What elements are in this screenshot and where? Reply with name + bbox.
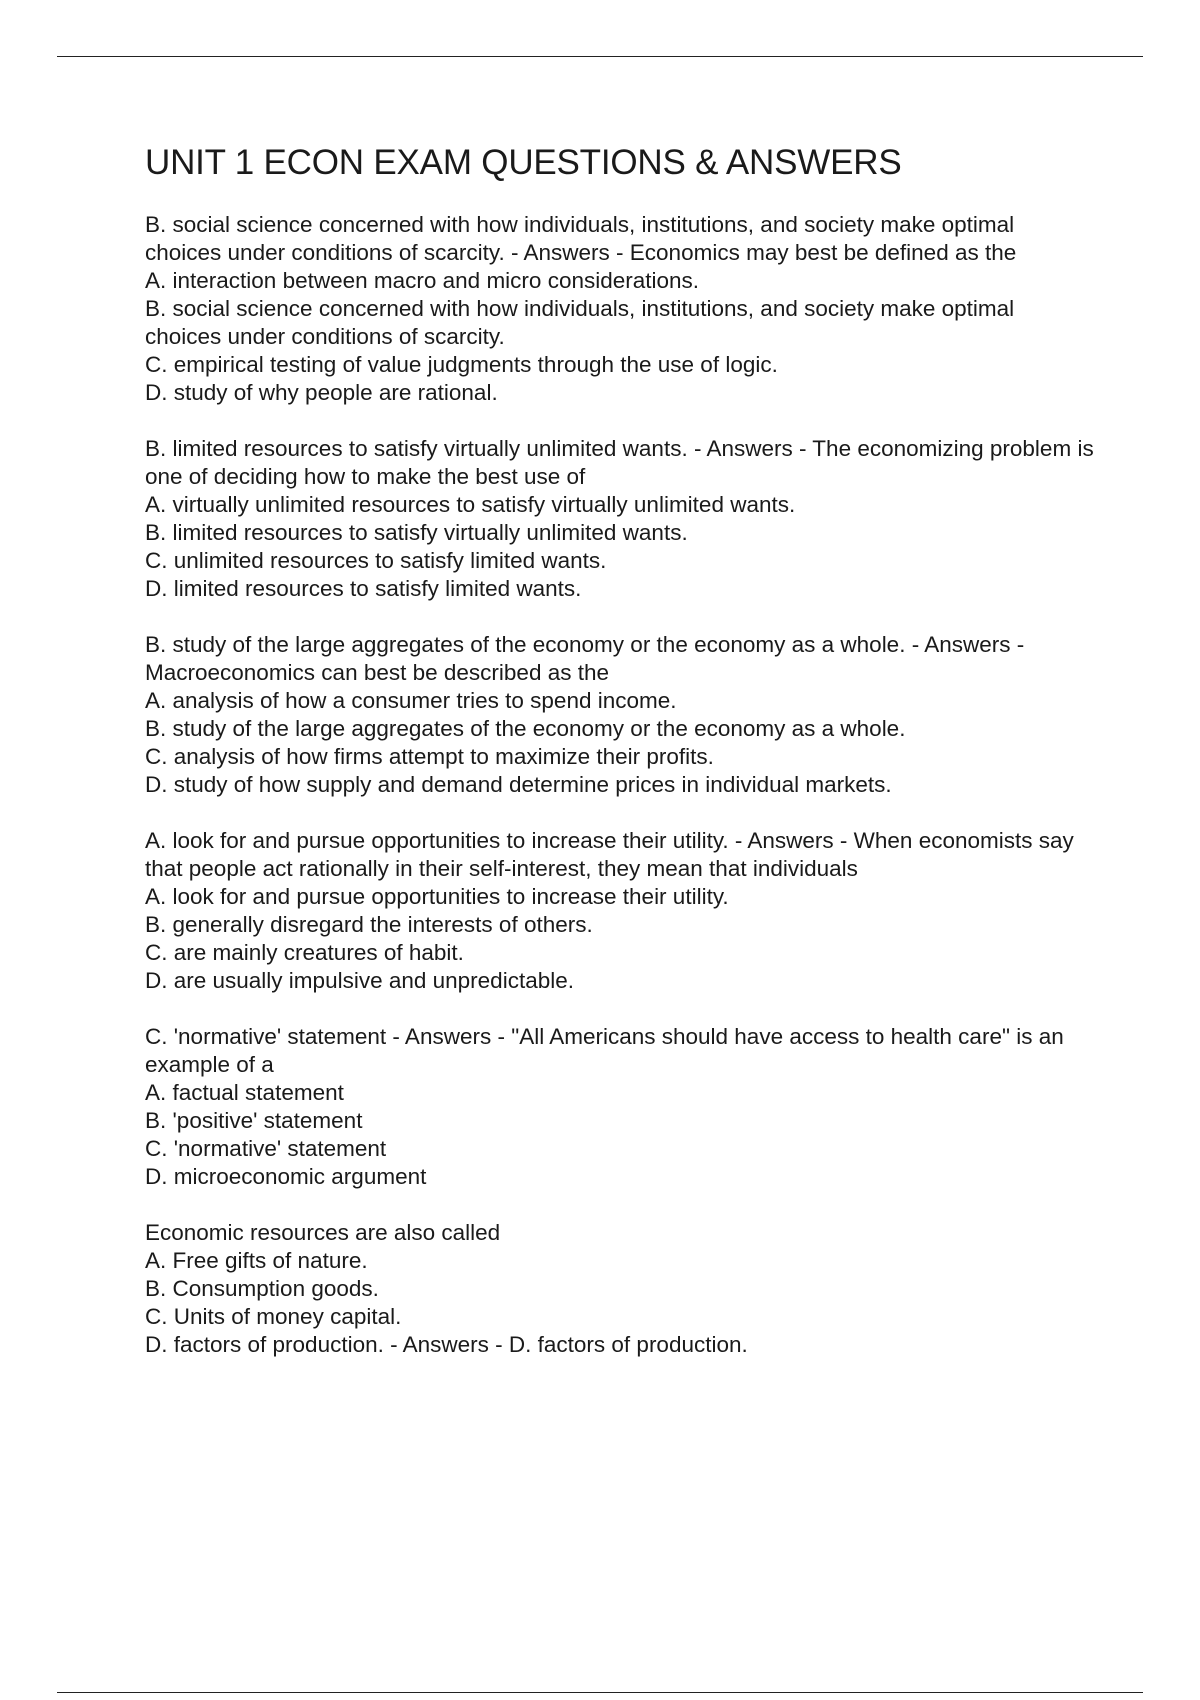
qa-option-b: B. social science concerned with how individuals, institutions, and society make optimal choices under conditions of scarcity. bbox=[145, 296, 1015, 349]
qa-option-d: D. study of why people are rational. bbox=[145, 380, 498, 405]
qa-option-b: B. limited resources to satisfy virtually unlimited wants. bbox=[145, 520, 688, 545]
qa-option-b: B. study of the large aggregates of the economy or the economy as a whole. bbox=[145, 716, 906, 741]
qa-option-d: D. study of how supply and demand determine prices in individual markets. bbox=[145, 772, 892, 797]
qa-prompt: B. social science concerned with how individuals, institutions, and society make optimal choices under conditions of scarcity. - Answers - Economics may best be defined as the bbox=[145, 212, 1017, 265]
qa-option-c: C. empirical testing of value judgments through the use of logic. bbox=[145, 352, 778, 377]
qa-option-b: B. 'positive' statement bbox=[145, 1108, 363, 1133]
qa-block-4 bbox=[145, 827, 1095, 995]
qa-option-d: D. factors of production. - Answers - D. factors of production. bbox=[145, 1332, 748, 1357]
qa-option-b: B. generally disregard the interests of others. bbox=[145, 912, 593, 937]
qa-option-c: C. 'normative' statement bbox=[145, 1136, 387, 1161]
qa-prompt: A. look for and pursue opportunities to increase their utility. - Answers - When economists say that people act rationally in their self-interest, they mean that individuals bbox=[145, 828, 1074, 881]
qa-prompt: B. study of the large aggregates of the economy or the economy as a whole. - Answers - Macroeconomics can best be described as the bbox=[145, 632, 1025, 685]
qa-option-a: A. virtually unlimited resources to satisfy virtually unlimited wants. bbox=[145, 492, 796, 517]
qa-option-a: A. factual statement bbox=[145, 1080, 344, 1105]
qa-option-a: A. analysis of how a consumer tries to spend income. bbox=[145, 688, 677, 713]
qa-prompt: B. limited resources to satisfy virtually unlimited wants. - Answers - The economizing problem is one of deciding how to make the best use of bbox=[145, 436, 1094, 489]
qa-option-d: D. microeconomic argument bbox=[145, 1164, 427, 1189]
qa-block-2 bbox=[145, 435, 1095, 603]
qa-option-c: C. are mainly creatures of habit. bbox=[145, 940, 464, 965]
document-body bbox=[145, 143, 1095, 1387]
qa-block-3 bbox=[145, 631, 1095, 799]
qa-option-a: A. interaction between macro and micro considerations. bbox=[145, 268, 700, 293]
bottom-rule bbox=[57, 1692, 1143, 1693]
qa-option-d: D. are usually impulsive and unpredictable. bbox=[145, 968, 574, 993]
qa-option-a: A. Free gifts of nature. bbox=[145, 1248, 368, 1273]
qa-option-b: B. Consumption goods. bbox=[145, 1276, 379, 1301]
qa-prompt: C. 'normative' statement - Answers - "All Americans should have access to health care" is an example of a bbox=[145, 1024, 1064, 1077]
qa-option-c: C. analysis of how firms attempt to maximize their profits. bbox=[145, 744, 714, 769]
qa-block-5 bbox=[145, 1023, 1095, 1191]
qa-option-d: D. limited resources to satisfy limited wants. bbox=[145, 576, 582, 601]
qa-option-a: A. look for and pursue opportunities to increase their utility. bbox=[145, 884, 729, 909]
qa-prompt: Economic resources are also called bbox=[145, 1220, 501, 1245]
qa-option-c: C. unlimited resources to satisfy limited wants. bbox=[145, 548, 607, 573]
qa-block-1 bbox=[145, 211, 1095, 407]
qa-option-c: C. Units of money capital. bbox=[145, 1304, 402, 1329]
qa-block-6 bbox=[145, 1219, 1095, 1359]
top-rule bbox=[57, 56, 1143, 57]
document-title: UNIT 1 ECON EXAM QUESTIONS & ANSWERS bbox=[145, 143, 902, 182]
